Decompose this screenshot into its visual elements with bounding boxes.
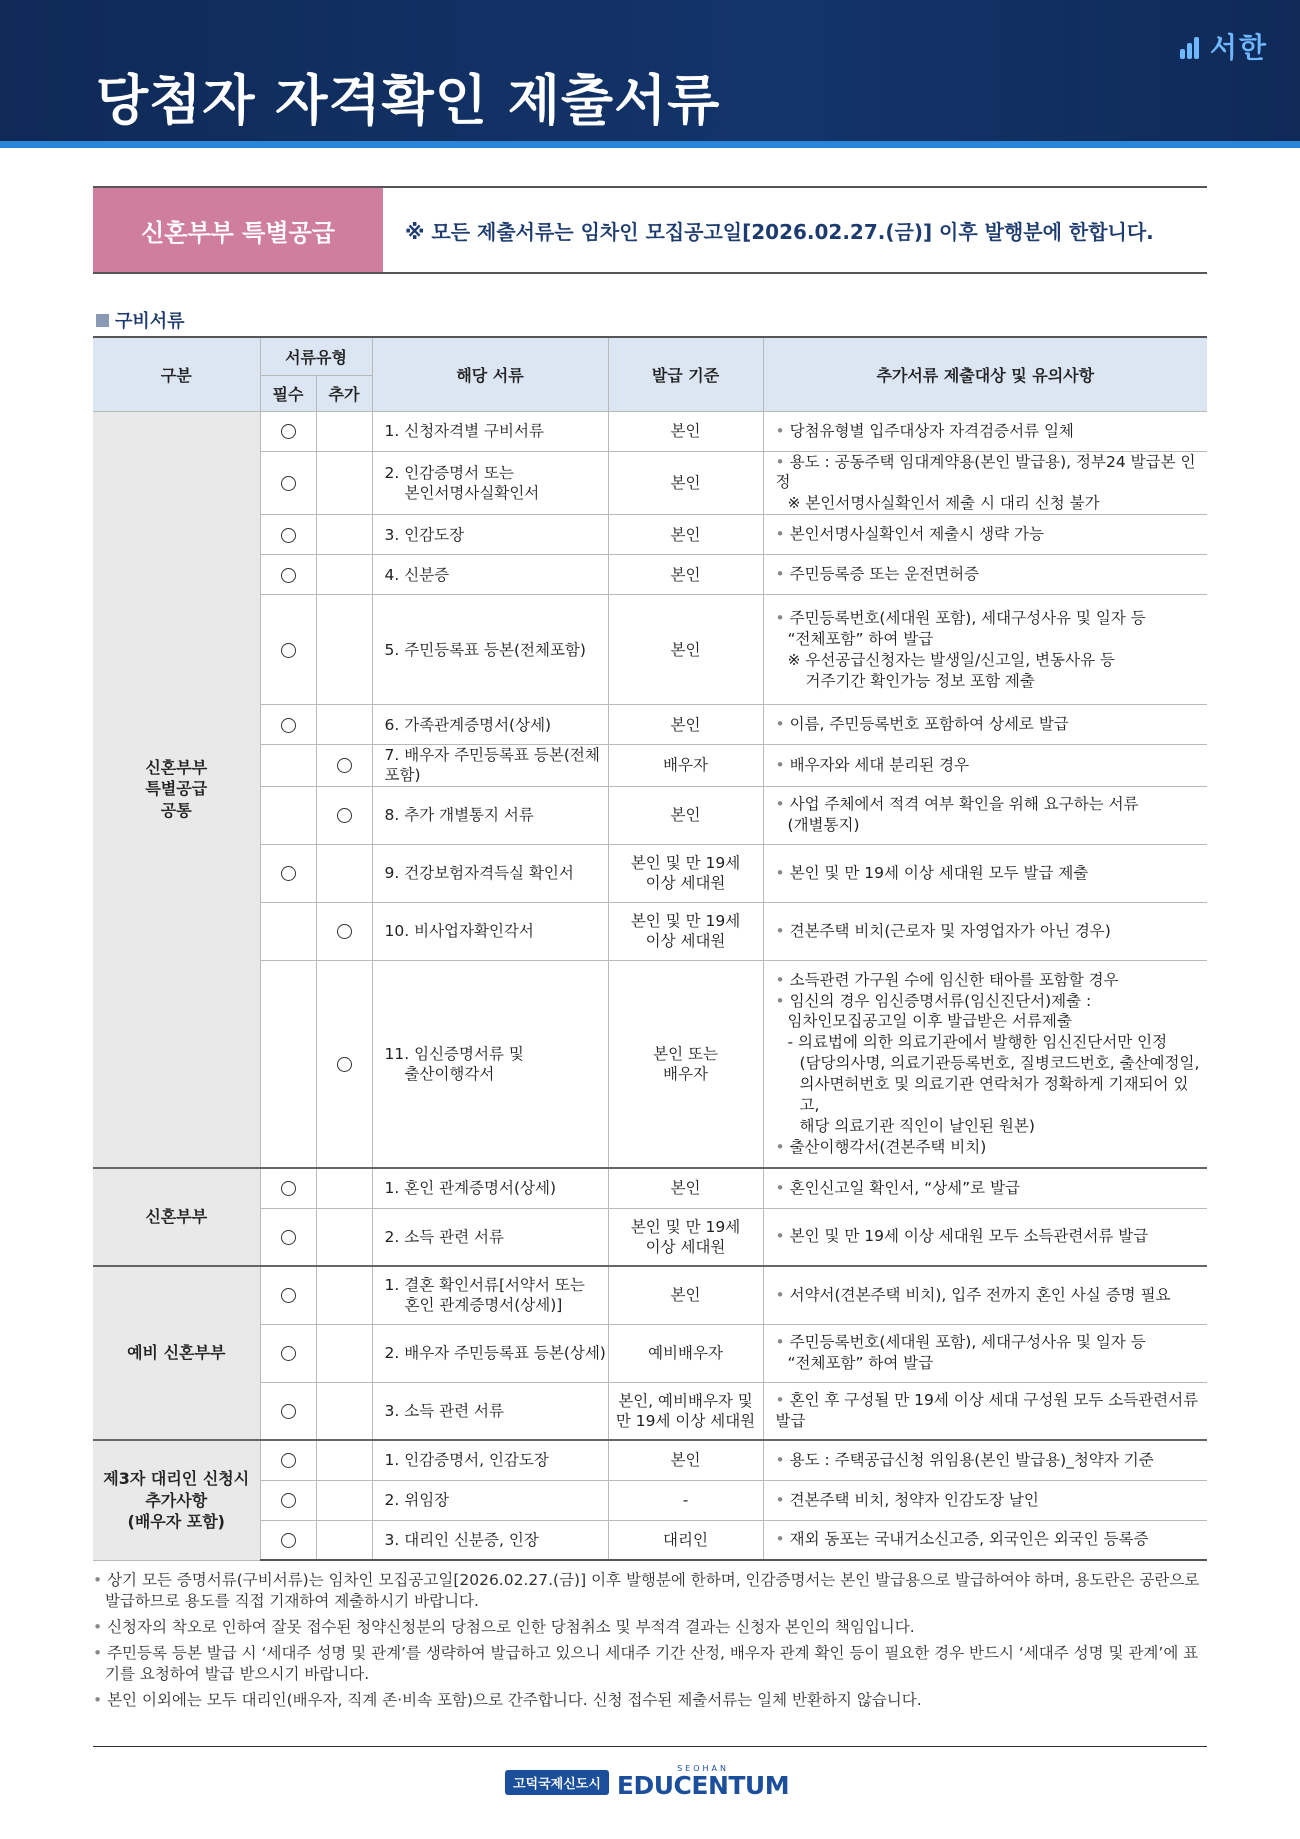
required-mark-cell [260, 844, 316, 902]
category-label: 특별공급 [145, 779, 208, 799]
note-line: • 출산이행각서(견본주택 비치) [776, 1137, 1208, 1158]
document-cell [372, 1266, 608, 1324]
basis-cell [608, 1520, 763, 1560]
basis-cell [608, 1168, 763, 1208]
header-additional: 추가 [316, 375, 372, 411]
document-name: 본인서명사실확인서 [404, 483, 540, 502]
category-label: (배우자 포함) [127, 1512, 225, 1532]
table-row [93, 786, 1207, 844]
notes-cell [763, 1382, 1207, 1440]
note-line: ※ 본인서명사실확인서 제출 시 대리 신청 불가 [787, 494, 1100, 513]
table-row [93, 1382, 1207, 1440]
additional-mark-cell [316, 1440, 372, 1480]
note-line: • 주민등록증 또는 운전면허증 [776, 564, 1208, 585]
document-name: 6. 가족관계증명서(상세) [384, 715, 552, 734]
section-title [96, 307, 185, 333]
header-type: 서류유형 [260, 337, 372, 375]
notes-cell [763, 515, 1207, 555]
circle-icon [337, 758, 352, 773]
table-row [93, 902, 1207, 960]
note-line: • 혼인신고일 확인서, “상세”로 발급 [776, 1178, 1208, 1199]
document-name: 9. 건강보험자격득실 확인서 [384, 863, 574, 882]
circle-icon [281, 424, 296, 439]
notes-cell [763, 902, 1207, 960]
required-mark-cell [260, 411, 316, 451]
notes-cell [763, 555, 1207, 595]
required-mark-cell [260, 1208, 316, 1266]
document-cell [372, 902, 608, 960]
notes-cell [763, 960, 1207, 1168]
circle-icon [281, 1181, 296, 1196]
notes-cell [763, 786, 1207, 844]
additional-mark-cell [316, 1266, 372, 1324]
circle-icon [281, 1404, 296, 1419]
circle-icon [281, 866, 296, 881]
circle-icon [281, 528, 296, 543]
document-name: 11. 임신증명서류 및 [384, 1044, 524, 1063]
note-line: • 혼인 후 구성될 만 19세 이상 세대 구성원 모두 소득관련서류 발급 [776, 1390, 1208, 1432]
document-cell [372, 555, 608, 595]
table-row [93, 1440, 1207, 1480]
notes-cell [763, 1168, 1207, 1208]
document-name: 2. 인감증명서 또는 [384, 463, 514, 482]
document-name: 3. 대리인 신분증, 인장 [384, 1530, 539, 1549]
required-mark-cell [260, 555, 316, 595]
basis-text: 본인 및 만 19세 [630, 1217, 741, 1236]
note-line: • 배우자와 세대 분리된 경우 [776, 755, 1208, 776]
basis-text: 본인 및 만 19세 [630, 853, 741, 872]
note-line: - 의료법에 의한 의료기관에서 발행한 임신진단서만 인정 [787, 1033, 1168, 1052]
required-mark-cell [260, 1168, 316, 1208]
notes-cell [763, 451, 1207, 515]
additional-mark-cell [316, 595, 372, 705]
basis-text: 본인, 예비배우자 및 [618, 1391, 753, 1410]
basis-text: 만 19세 이상 세대원 [615, 1411, 756, 1430]
table-row [93, 1480, 1207, 1520]
note-line: • 본인서명사실확인서 제출시 생략 가능 [776, 524, 1208, 545]
basis-cell [608, 786, 763, 844]
document-cell [372, 411, 608, 451]
document-name: 혼인 관계증명서(상세)] [404, 1296, 563, 1315]
notes-cell [763, 1520, 1207, 1560]
additional-mark-cell [316, 1480, 372, 1520]
basis-text: 본인 [670, 473, 701, 492]
document-cell [372, 1480, 608, 1520]
document-name: 10. 비사업자확인각서 [384, 921, 534, 940]
required-mark-cell [260, 1266, 316, 1324]
basis-text: 본인 [670, 421, 701, 440]
category-label: 제3자 대리인 신청시 [103, 1468, 250, 1488]
notes-cell [763, 1480, 1207, 1520]
additional-mark-cell [316, 411, 372, 451]
additional-mark-cell [316, 1168, 372, 1208]
basis-text: 예비배우자 [648, 1343, 723, 1362]
document-name: 8. 추가 개별통지 서류 [384, 805, 534, 824]
header-basis: 발급 기준 [608, 337, 763, 411]
table-row [93, 960, 1207, 1168]
note-line: • 본인 및 만 19세 이상 세대원 모두 소득관련서류 발급 [776, 1226, 1208, 1247]
basis-text: 배우자 [663, 756, 708, 775]
additional-mark-cell [316, 705, 372, 745]
table-row [93, 515, 1207, 555]
required-mark-cell [260, 960, 316, 1168]
document-cell [372, 786, 608, 844]
category-cell [93, 1266, 260, 1440]
document-cell [372, 1324, 608, 1382]
note-line: • 용도 : 공동주택 임대계약용(본인 발급용), 정부24 발급본 인정 [776, 452, 1208, 494]
required-mark-cell [260, 1440, 316, 1480]
required-mark-cell [260, 705, 316, 745]
basis-cell [608, 595, 763, 705]
basis-text: 본인 [670, 565, 701, 584]
brand-text: 서한 [1209, 31, 1268, 64]
notes-cell [763, 1324, 1207, 1382]
note-line: “전체포함” 하여 발급 [787, 1354, 934, 1373]
note-line: 해당 의료기관 직인이 날인된 원본) [799, 1117, 1035, 1136]
footer-brand [617, 1764, 789, 1798]
additional-mark-cell [316, 960, 372, 1168]
table-row [93, 705, 1207, 745]
document-cell [372, 745, 608, 786]
table-row [93, 1520, 1207, 1560]
document-name: 1. 혼인 관계증명서(상세) [384, 1179, 557, 1198]
circle-icon [281, 643, 296, 658]
note-line: “전체포함” 하여 발급 [787, 629, 934, 648]
notes-cell [763, 411, 1207, 451]
note-line: • 서약서(견본주택 비치), 입주 전까지 혼인 사실 증명 필요 [776, 1285, 1208, 1306]
document-name: 2. 소득 관련 서류 [384, 1227, 504, 1246]
square-bullet-icon [96, 314, 109, 327]
note-line: • 본인 및 만 19세 이상 세대원 모두 발급 제출 [776, 863, 1208, 884]
footer-badge: 고덕국제신도시 [505, 1770, 609, 1795]
basis-text: 이상 세대원 [645, 874, 726, 893]
document-name: 7. 배우자 주민등록표 등본(전체포함) [384, 746, 600, 785]
document-name: 5. 주민등록표 등본(전체포함) [384, 640, 586, 659]
table-row [93, 411, 1207, 451]
basis-cell [608, 1440, 763, 1480]
basis-cell [608, 1324, 763, 1382]
basis-cell [608, 960, 763, 1168]
notice-text: ※ 모든 제출서류는 임차인 모집공고일[2026.02.27.(금)] 이후 발행분에 한합니다. [405, 219, 1154, 244]
required-mark-cell [260, 786, 316, 844]
category-label: 신혼부부 [145, 1207, 208, 1227]
required-mark-cell [260, 451, 316, 515]
category-label: 예비 신혼부부 [127, 1343, 226, 1363]
page-title: 당첨자 자격확인 제출서류 [96, 69, 721, 132]
note-line: 임차인모집공고일 이후 발급받은 서류제출 [787, 1012, 1072, 1031]
basis-cell [608, 555, 763, 595]
basis-text: 본인 [670, 805, 701, 824]
notes-cell [763, 705, 1207, 745]
document-cell [372, 1208, 608, 1266]
circle-icon [337, 924, 352, 939]
basis-cell [608, 411, 763, 451]
note-line: • 이름, 주민등록번호 포함하여 상세로 발급 [776, 714, 1208, 735]
document-name: 출산이행각서 [404, 1064, 495, 1083]
footnote: • 신청자의 착오로 인하여 잘못 접수된 청약신청분의 당첨으로 인한 당첨취소 및 부적격 결과는 신청자 본인의 책임입니다. [93, 1617, 1207, 1638]
note-line: • 당첨유형별 입주대상자 자격검증서류 일체 [776, 421, 1208, 442]
additional-mark-cell [316, 1324, 372, 1382]
required-mark-cell [260, 1324, 316, 1382]
document-name: 4. 신분증 [384, 565, 450, 584]
additional-mark-cell [316, 902, 372, 960]
section-title-text: 구비서류 [115, 311, 185, 332]
circle-icon [337, 1057, 352, 1072]
document-name: 2. 배우자 주민등록표 등본(상세) [384, 1343, 606, 1362]
footer-name: EDUCENTUM [616, 1771, 790, 1800]
footnote: • 주민등록 등본 발급 시 ‘세대주 성명 및 관계’를 생략하여 발급하고 있으니 세대주 기간 산정, 배우자 관계 확인 등이 필요한 경우 반드시 ‘세대주 성명 및 관계’에 표기를 요청하여 발급 받으시기 바랍니다. [93, 1643, 1207, 1685]
required-mark-cell [260, 1480, 316, 1520]
category-cell [93, 1168, 260, 1266]
circle-icon [281, 1230, 296, 1245]
table-row [93, 1266, 1207, 1324]
table-row [93, 555, 1207, 595]
footnote: • 본인 이외에는 모두 대리인(배우자, 직계 존·비속 포함)으로 간주합니다. 신청 접수된 제출서류는 일체 반환하지 않습니다. [93, 1690, 1207, 1711]
footer-logo [505, 1764, 789, 1798]
category-label: 신혼부부 [145, 757, 208, 777]
table-row [93, 595, 1207, 705]
header-document: 해당 서류 [372, 337, 608, 411]
basis-cell [608, 451, 763, 515]
basis-text: 본인 [670, 1179, 701, 1198]
basis-text: - [682, 1490, 689, 1509]
circle-icon [281, 718, 296, 733]
note-line: • 주민등록번호(세대원 포함), 세대구성사유 및 일자 등 [776, 608, 1208, 629]
document-cell [372, 1382, 608, 1440]
additional-mark-cell [316, 1208, 372, 1266]
circle-icon [281, 1346, 296, 1361]
brand-mark-icon [1180, 33, 1206, 59]
circle-icon [281, 1493, 296, 1508]
notes-cell [763, 1208, 1207, 1266]
document-cell [372, 705, 608, 745]
note-line: • 견본주택 비치(근로자 및 자영업자가 아닌 경우) [776, 921, 1208, 942]
document-cell [372, 515, 608, 555]
additional-mark-cell [316, 786, 372, 844]
table-row [93, 844, 1207, 902]
document-name: 1. 인감증명서, 인감도장 [384, 1451, 549, 1470]
basis-text: 본인 [670, 640, 701, 659]
notice-label: 신혼부부 특별공급 [93, 188, 383, 272]
circle-icon [281, 1533, 296, 1548]
note-line: • 소득관련 가구원 수에 임신한 태아를 포함할 경우 [776, 970, 1208, 991]
basis-text: 본인 또는 [653, 1044, 718, 1063]
required-mark-cell [260, 595, 316, 705]
basis-cell [608, 745, 763, 786]
document-cell [372, 1168, 608, 1208]
document-name: 1. 신청자격별 구비서류 [384, 421, 544, 440]
document-name: 3. 소득 관련 서류 [384, 1401, 504, 1420]
footnote: • 상기 모든 증명서류(구비서류)는 임차인 모집공고일[2026.02.27.(금)] 이후 발행분에 한하며, 인감증명서는 본인 발급용으로 발급하여야 하며, 용도란은 공란으로 발급하므로 용도를 직접 기재하여 제출하시기 바랍니다. [93, 1570, 1207, 1612]
category-label: 추가사항 [145, 1490, 208, 1510]
additional-mark-cell [316, 844, 372, 902]
document-name: 2. 위임장 [384, 1490, 450, 1509]
notes-cell [763, 1266, 1207, 1324]
note-line: • 견본주택 비치, 청약자 인감도장 날인 [776, 1490, 1208, 1511]
basis-cell [608, 1382, 763, 1440]
circle-icon [281, 476, 296, 491]
basis-text: 이상 세대원 [645, 1237, 726, 1256]
note-line: 거주기간 확인가능 정보 포함 제출 [805, 671, 1035, 690]
required-mark-cell [260, 1520, 316, 1560]
document-cell [372, 1520, 608, 1560]
note-line: • 주민등록번호(세대원 포함), 세대구성사유 및 일자 등 [776, 1332, 1208, 1353]
basis-cell [608, 515, 763, 555]
required-mark-cell [260, 745, 316, 786]
circle-icon [337, 808, 352, 823]
header-required: 필수 [260, 375, 316, 411]
document-name: 1. 결혼 확인서류[서약서 또는 [384, 1276, 585, 1295]
brand-logo [1180, 26, 1268, 66]
additional-mark-cell [316, 451, 372, 515]
note-line: • 임신의 경우 임신증명서류(임신진단서)제출 : [776, 991, 1208, 1012]
note-line: ※ 우선공급신청자는 발생일/신고일, 변동사유 등 [787, 650, 1115, 669]
basis-text: 본인 [670, 715, 701, 734]
header-notes: 추가서류 제출대상 및 유의사항 [763, 337, 1207, 411]
notes-cell [763, 595, 1207, 705]
circle-icon [281, 1453, 296, 1468]
circle-icon [281, 1288, 296, 1303]
circle-icon [281, 568, 296, 583]
required-mark-cell [260, 902, 316, 960]
category-cell [93, 411, 260, 1168]
basis-text: 이상 세대원 [645, 932, 726, 951]
basis-cell [608, 1208, 763, 1266]
note-line: • 사업 주체에서 적격 여부 확인을 위해 요구하는 서류 [776, 794, 1208, 815]
basis-cell [608, 902, 763, 960]
additional-mark-cell [316, 745, 372, 786]
basis-text: 배우자 [663, 1064, 708, 1083]
note-line: 의사면허번호 및 의료기관 연락처가 정확하게 기재되어 있고, [799, 1075, 1189, 1115]
note-line: (담당의사명, 의료기관등록번호, 질병코드번호, 출산예정일, [799, 1054, 1200, 1073]
basis-text: 대리인 [663, 1530, 708, 1549]
header-stripe [0, 141, 1300, 148]
footnotes [93, 1570, 1207, 1716]
table-row [93, 451, 1207, 515]
additional-mark-cell [316, 515, 372, 555]
required-mark-cell [260, 1382, 316, 1440]
additional-mark-cell [316, 555, 372, 595]
table-row [93, 1324, 1207, 1382]
basis-cell [608, 844, 763, 902]
additional-mark-cell [316, 1520, 372, 1560]
category-cell [93, 1440, 260, 1560]
note-line: • 재외 동포는 국내거소신고증, 외국인은 외국인 등록증 [776, 1529, 1208, 1550]
footer-sub: SEOHAN [677, 1764, 729, 1773]
notes-cell [763, 1440, 1207, 1480]
basis-text: 본인 [670, 525, 701, 544]
document-cell [372, 1440, 608, 1480]
document-cell [372, 960, 608, 1168]
document-cell [372, 595, 608, 705]
note-line: (개별통지) [787, 816, 860, 835]
basis-cell [608, 1266, 763, 1324]
notes-cell [763, 844, 1207, 902]
document-cell [372, 451, 608, 515]
notice-bar [93, 186, 1207, 274]
category-label: 공통 [160, 801, 192, 821]
document-name: 3. 인감도장 [384, 525, 465, 544]
basis-cell [608, 705, 763, 745]
required-mark-cell [260, 515, 316, 555]
basis-text: 본인 [670, 1286, 701, 1305]
additional-mark-cell [316, 1382, 372, 1440]
basis-cell [608, 1480, 763, 1520]
document-cell [372, 844, 608, 902]
documents-table [93, 336, 1207, 1561]
basis-text: 본인 [670, 1451, 701, 1470]
notes-cell [763, 745, 1207, 786]
header-category: 구분 [93, 337, 260, 411]
bottom-rule [93, 1746, 1207, 1747]
table-row [93, 745, 1207, 786]
basis-text: 본인 및 만 19세 [630, 911, 741, 930]
note-line: • 용도 : 주택공급신청 위임용(본인 발급용)_청약자 기준 [776, 1450, 1208, 1471]
table-row [93, 1168, 1207, 1208]
table-row [93, 1208, 1207, 1266]
